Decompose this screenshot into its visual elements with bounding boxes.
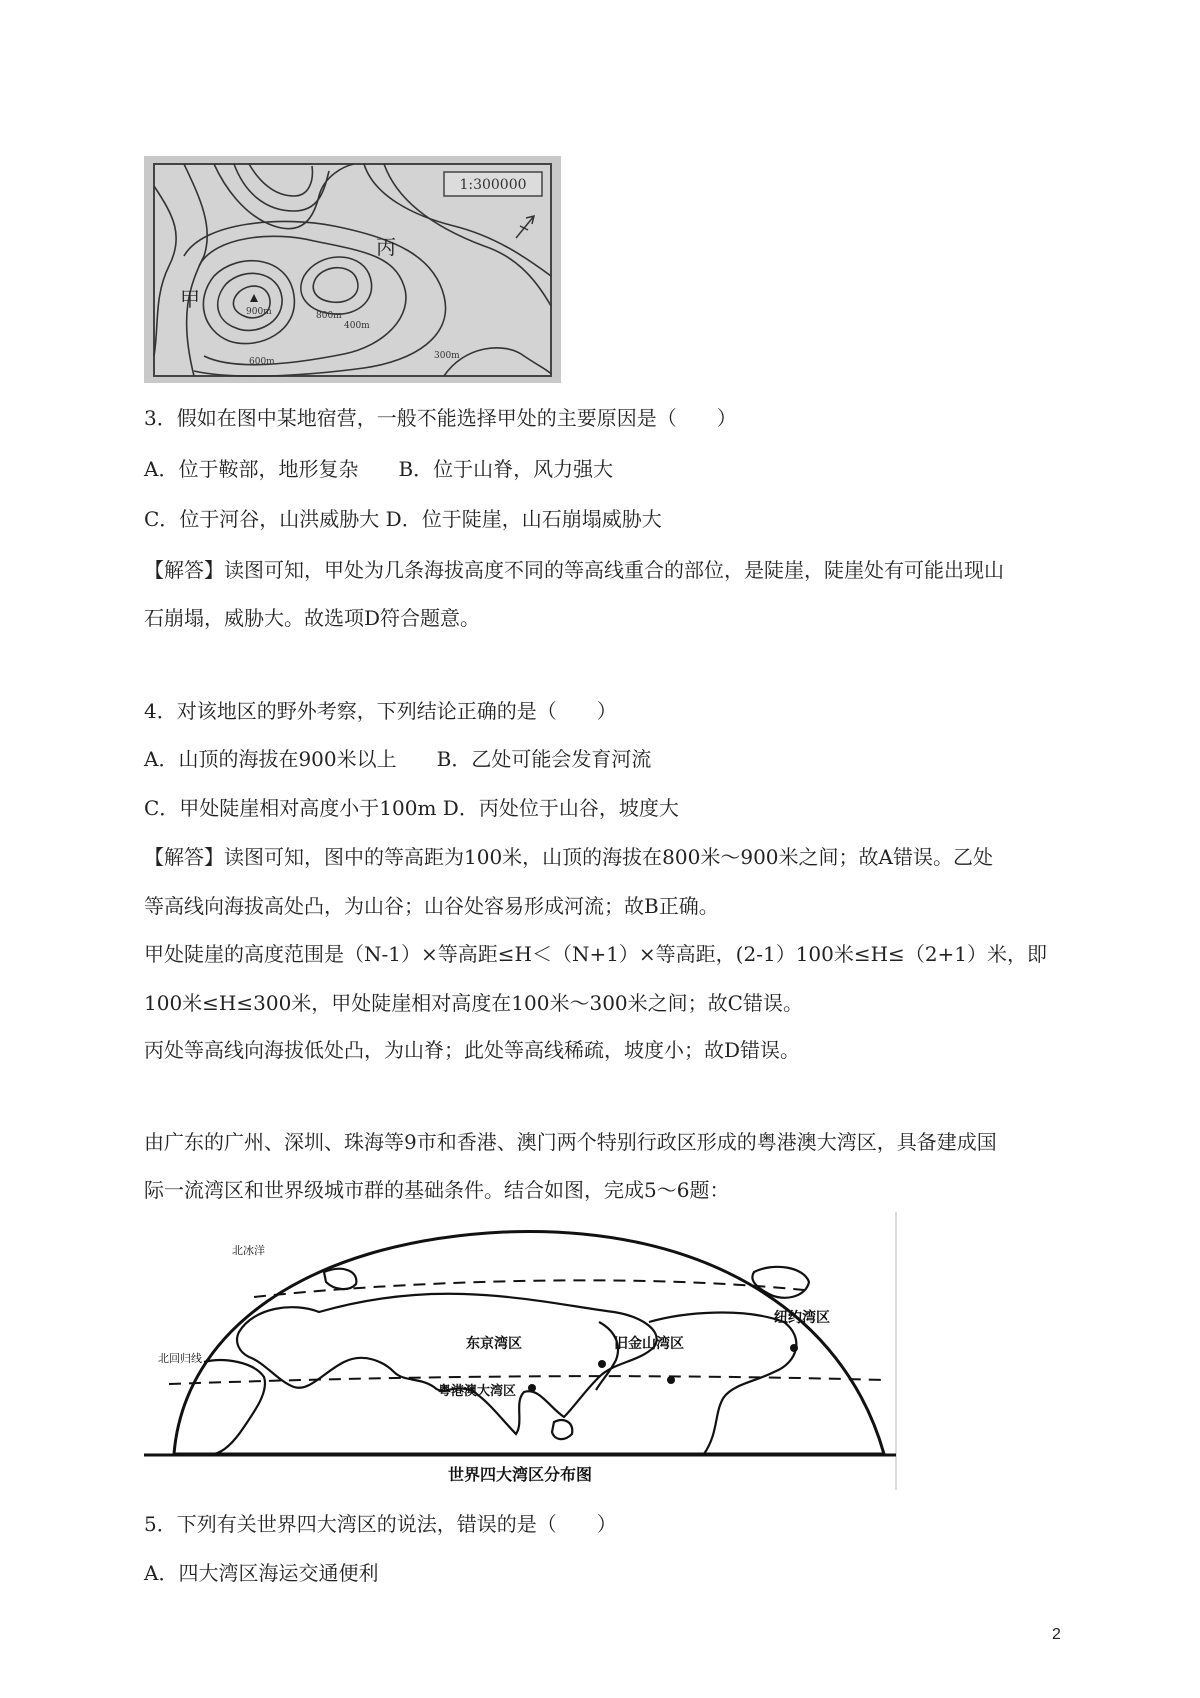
q4-question: 4．对该地区的野外考察，下列结论正确的是（ ） [144,699,617,723]
gba-marker [528,1384,536,1392]
tropic-label: 北回归线 [158,1352,202,1365]
ny-bay-label: 纽约湾区 [774,1310,830,1326]
q4-answer-5: 丙处等高线向海拔低处凸，为山脊；此处等高线稀疏，坡度小；故D错误。 [144,1038,801,1062]
q3-options-1: A．位于鞍部，地形复杂 B．位于山脊，风力强大 [144,457,614,481]
sf-bay-marker [667,1376,675,1384]
contour-map-figure [144,156,561,383]
world-map-svg [144,1212,898,1490]
gba-label: 粤港澳大湾区 [438,1384,517,1399]
contour-label: 400m [344,321,370,331]
continent-outlines [204,1267,809,1454]
intro-line-1: 由广东的广州、深圳、珠海等9市和香港、澳门两个特别行政区形成的粤港澳大湾区，具备建成国 [144,1130,997,1154]
label-bing: 丙 [376,235,396,259]
q3-question: 3．假如在图中某地宿营，一般不能选择甲处的主要原因是（ ） [144,406,737,430]
tropic-of-cancer-line [169,1376,884,1384]
q5-option-a: A．四大湾区海运交通便利 [144,1561,379,1585]
intro-line-2: 际一流湾区和世界级城市群的基础条件。结合如图，完成5～6题： [144,1178,730,1202]
contour-label: 600m [249,357,275,367]
q4-answer-3: 甲处陡崖的高度范围是（N-1）×等高距≤H＜（N+1）×等高距，(2-1）100米≤H≤（2+1）米，即 [144,942,1048,966]
ny-bay-marker [790,1344,798,1352]
arctic-ocean-label: 北冰洋 [232,1244,265,1257]
contour-label: 800m [316,311,342,321]
q4-answer-4: 100米≤H≤300米，甲处陡崖相对高度在100米～300米之间；故C错误。 [144,991,803,1015]
q4-answer-1: 【解答】读图可知，图中的等高距为100米，山顶的海拔在800米～900米之间；故A错误。乙处 [144,845,993,869]
map-outline [174,1231,884,1454]
q4-answer-2: 等高线向海拔高处凸，为山谷；山谷处容易形成河流；故B正确。 [144,894,719,918]
page-number: 2 [1052,1626,1061,1643]
q3-options-2: C．位于河谷，山洪威胁大 D．位于陡崖，山石崩塌威胁大 [144,507,662,531]
figure2-caption: 世界四大湾区分布图 [447,1465,593,1484]
q5-question: 5．下列有关世界四大湾区的说法，错误的是（ ） [144,1512,617,1536]
contour-label: 900m [246,307,272,317]
contour-map-svg [144,156,561,383]
q3-answer-2: 石崩塌，威胁大。故选项D符合题意。 [144,606,481,630]
scale-label: 1:300000 [459,177,527,193]
q4-options-2: C．甲处陡崖相对高度小于100m D．丙处位于山谷，坡度大 [144,796,679,820]
world-bay-areas-figure [144,1212,898,1490]
sf-bay-label: 旧金山湾区 [614,1336,684,1352]
label-jia: 甲 [180,287,200,311]
q3-answer-1: 【解答】读图可知，甲处为几条海拔高度不同的等高线重合的部位，是陡崖，陡崖处有可能出现山 [144,558,1004,582]
contour-label: 300m [434,351,460,361]
tokyo-bay-marker [598,1360,606,1368]
q4-options-1: A．山顶的海拔在900米以上 B．乙处可能会发育河流 [144,747,652,771]
tokyo-bay-label: 东京湾区 [466,1336,522,1352]
